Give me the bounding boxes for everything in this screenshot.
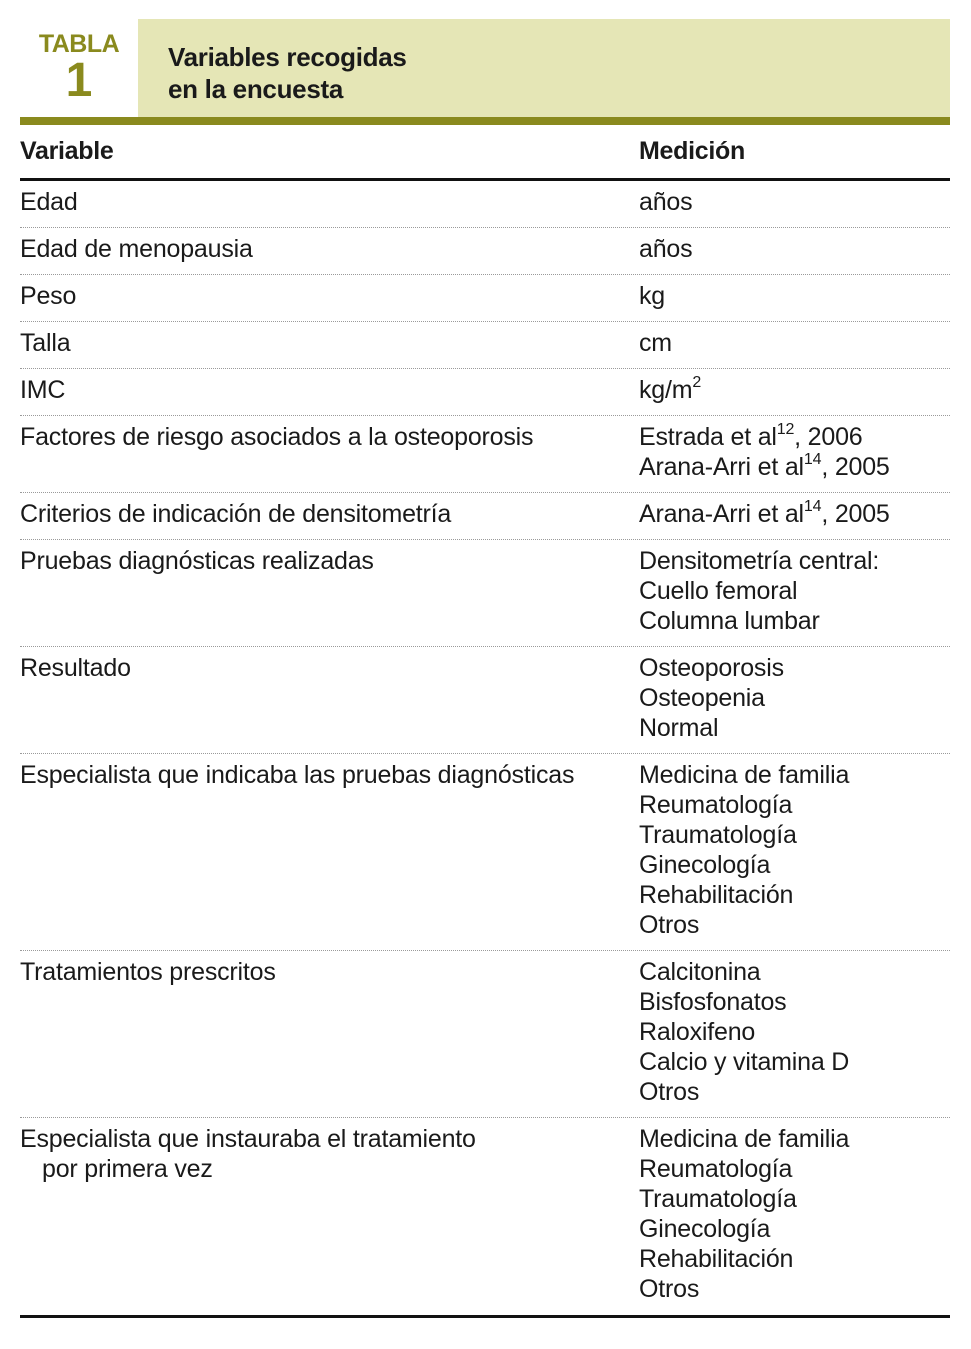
title-line-1: Variables recogidas: [168, 42, 407, 72]
reference-superscript: 2: [692, 373, 702, 391]
variable-text: Pruebas diagnósticas realizadas: [20, 547, 374, 575]
table-row: [20, 322, 950, 369]
medicion-line: Calcitonina: [639, 958, 761, 986]
tabla-number: 1: [65, 54, 93, 107]
medicion-cell: [639, 281, 950, 311]
table-row: [20, 647, 950, 754]
table-number-badge: [20, 19, 138, 117]
medicion-line: Rehabilitación: [639, 1245, 794, 1273]
medicion-cell: [639, 234, 950, 264]
medicion-line: Raloxifeno: [639, 1018, 756, 1046]
column-header-medicion: Medición: [639, 137, 745, 165]
medicion-cell: [639, 653, 950, 743]
medicion-text: Arana-Arri et al: [639, 500, 804, 528]
variable-text: Resultado: [20, 654, 131, 682]
medicion-line: Ginecología: [639, 1215, 771, 1243]
table-row: [20, 493, 950, 540]
variable-text-continuation: por primera vez: [42, 1155, 213, 1183]
table-row: [20, 951, 950, 1118]
medicion-text: Estrada et al: [639, 423, 777, 451]
title-divider: [20, 117, 950, 125]
medicion-cell: [639, 187, 950, 217]
medicion-cell: [639, 328, 950, 358]
medicion-cell: [639, 1124, 950, 1304]
variable-text: Peso: [20, 282, 77, 310]
variable-text: Edad: [20, 188, 78, 216]
medicion-line: Reumatología: [639, 791, 793, 819]
variable-cell: [20, 328, 620, 358]
variable-text: Especialista que indicaba las pruebas diagnósticas: [20, 761, 575, 789]
table-row: [20, 369, 950, 416]
medicion-line: Otros: [639, 911, 700, 939]
medicion-line: cm: [639, 329, 672, 357]
table-body: [20, 181, 950, 1315]
medicion-line: Medicina de familia: [639, 761, 850, 789]
variable-cell: [20, 187, 620, 217]
variable-cell: [20, 422, 620, 452]
medicion-line: [639, 499, 950, 529]
table-header: [20, 19, 950, 117]
medicion-line: kg: [639, 282, 666, 310]
variable-cell: [20, 1124, 620, 1184]
medicion-cell: [639, 957, 950, 1107]
medicion-line: Columna lumbar: [639, 607, 820, 635]
variable-cell: [20, 653, 620, 683]
medicion-line: Osteopenia: [639, 684, 765, 712]
medicion-cell: [639, 422, 950, 482]
tabla-label: TABLA: [38, 30, 120, 58]
column-header-variable: Variable: [20, 137, 114, 165]
variable-cell: [20, 234, 620, 264]
medicion-text: kg/m: [639, 376, 693, 404]
medicion-text-after: , 2006: [794, 423, 863, 451]
medicion-line: Otros: [639, 1078, 700, 1106]
variable-cell: [20, 957, 620, 987]
medicion-text-after: , 2005: [821, 500, 890, 528]
medicion-line: años: [639, 188, 693, 216]
table-row: [20, 754, 950, 951]
table-row: [20, 275, 950, 322]
medicion-line: Normal: [639, 714, 719, 742]
medicion-line: Reumatología: [639, 1155, 793, 1183]
variable-text: Tratamientos prescritos: [20, 958, 276, 986]
medicion-line: Cuello femoral: [639, 577, 798, 605]
variable-text: Edad de menopausia: [20, 235, 253, 263]
medicion-line: [639, 375, 950, 405]
variable-cell: [20, 499, 620, 529]
medicion-cell: [639, 375, 950, 405]
medicion-text-after: , 2005: [821, 453, 890, 481]
medicion-line: Calcio y vitamina D: [639, 1048, 850, 1076]
medicion-cell: [639, 499, 950, 529]
reference-superscript: 14: [803, 497, 822, 515]
table-row: [20, 228, 950, 275]
medicion-line: Bisfosfonatos: [639, 988, 787, 1016]
medicion-line: Otros: [639, 1275, 700, 1303]
title-line-2: en la encuesta: [168, 74, 343, 104]
medicion-line: [639, 422, 950, 452]
medicion-line: Ginecología: [639, 851, 771, 879]
variable-cell: [20, 546, 620, 576]
medicion-text: Arana-Arri et al: [639, 453, 804, 481]
bottom-rule: [20, 1315, 950, 1318]
medicion-line: Medicina de familia: [639, 1125, 850, 1153]
variable-text: Criterios de indicación de densitometría: [20, 500, 452, 528]
medicion-cell: [639, 760, 950, 940]
variable-text: Factores de riesgo asociados a la osteoporosis: [20, 423, 534, 451]
medicion-line: Osteoporosis: [639, 654, 784, 682]
table-row: [20, 540, 950, 647]
variable-cell: [20, 760, 620, 790]
medicion-line: años: [639, 235, 693, 263]
medicion-line: Traumatología: [639, 821, 797, 849]
variable-text: Talla: [20, 329, 71, 357]
medicion-line: Rehabilitación: [639, 881, 794, 909]
medicion-line: Densitometría central:: [639, 547, 880, 575]
table-title: [138, 19, 950, 117]
reference-superscript: 12: [776, 420, 795, 438]
medicion-cell: [639, 546, 950, 636]
reference-superscript: 14: [803, 450, 822, 468]
table-row: [20, 181, 950, 228]
medicion-line: Traumatología: [639, 1185, 797, 1213]
table-row: [20, 1118, 950, 1315]
medicion-line: [639, 452, 950, 482]
variable-cell: [20, 281, 620, 311]
variable-text: IMC: [20, 376, 66, 404]
variable-cell: [20, 375, 620, 405]
table-row: [20, 416, 950, 493]
variable-text: Especialista que instauraba el tratamiento: [20, 1125, 476, 1153]
